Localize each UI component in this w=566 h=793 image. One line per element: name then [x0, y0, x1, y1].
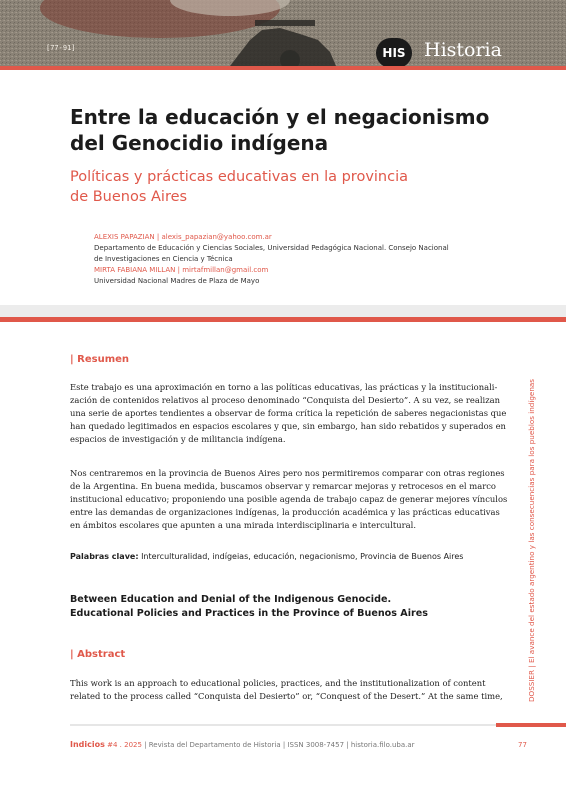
author-name: MIRTA FABIANA MILLAN — [94, 266, 176, 274]
author-affiliation: Departamento de Educación y Ciencias Sociales, Universidad Pedagógica Nacional. Consejo Nacional — [94, 244, 449, 252]
journal-info: | Revista del Departamento de Historia | ISSN 3008-7457 | historia.filo.uba.ar — [141, 741, 415, 749]
text-line: espacios de investigación y de militancia indígena. — [70, 434, 286, 445]
text-line: zación de contenidos relativos al proceso denominado “Conquista del Desierto”. A su vez, se realizan — [70, 395, 501, 406]
abstract-paragraph — [70, 677, 503, 703]
resumen-heading: | Resumen — [70, 354, 130, 365]
author-separator: | — [175, 266, 183, 274]
text-line: institucional educativo; proponiendo una posible agenda de trabajo capaz de generar mejores vínculos — [70, 494, 508, 505]
page-range: [77-91] — [46, 44, 76, 52]
page-number: 77 — [518, 741, 527, 749]
journal-brand: Indicios — [70, 740, 105, 749]
author-email-link[interactable]: alexis_papazian@yahoo.com.ar — [161, 233, 272, 241]
article-subtitle-line-1: Políticas y prácticas educativas en la provincia — [70, 169, 409, 185]
author-name: ALEXIS PAPAZIAN — [94, 233, 155, 241]
english-title — [70, 593, 500, 621]
text-line: una serie de aportes tendientes a observar de forma crítica la repetición de saberes negacionistas que — [70, 408, 507, 419]
journal-issue: #4 . 2025 — [104, 741, 142, 749]
article-subtitle — [70, 167, 470, 207]
author-email-link[interactable]: mirtafmillan@gmail.com — [182, 266, 269, 274]
resumen-paragraph-2 — [70, 467, 508, 532]
his-logo: HIS — [376, 38, 412, 66]
text-line: Nos centraremos en la provincia de Buenos Aires pero nos permitiremos comparar con otras regiones — [70, 468, 505, 478]
text-line: han quedado legitimados en espacios escolares y que, sin embargo, han sido rebatidos y superados en — [70, 421, 506, 432]
article-title-line-1: Entre la educación y el negacionismo — [70, 105, 490, 129]
header-accent-line — [0, 66, 566, 70]
header-banner — [0, 0, 566, 66]
author-affiliation: Universidad Nacional Madres de Plaza de Mayo — [94, 277, 260, 285]
keywords-list: Interculturalidad, indígeias, educación, negacionismo, Provincia de Buenos Aires — [138, 552, 464, 561]
keywords-label: Palabras clave: — [70, 552, 139, 561]
footer — [70, 740, 415, 749]
author-1 — [94, 232, 454, 243]
article-title — [70, 104, 490, 156]
text-line: This work is an approach to educational policies, practices, and the institutionalization of content — [70, 678, 486, 688]
section-name: Historia — [424, 39, 502, 61]
text-line: Este trabajo es una aproximación en torno a las políticas educativas, las prácticas y la institucionali- — [70, 382, 498, 392]
author-affiliation: de Investigaciones en Ciencia y Técnica — [94, 255, 233, 263]
section-divider-red — [0, 317, 566, 322]
keywords — [70, 552, 500, 561]
abstract-heading: | Abstract — [70, 649, 126, 660]
footer-divider — [70, 724, 496, 726]
text-line: de la Argentina. En buena medida, buscamos observar y remarcar mejoras y retrocesos en el marco — [70, 481, 496, 492]
text-line: related to the process called “Conquista del Desierto” or, “Conquest of the Desert.” At the same time, — [70, 691, 503, 702]
article-subtitle-line-2: de Buenos Aires — [70, 189, 188, 205]
resumen-paragraph-1 — [70, 381, 507, 446]
text-line: entre las demandas de organizaciones indígenas, la producción académica y las prácticas educativas — [70, 507, 500, 518]
dossier-side-label: DOSSIER | El avance del estado argentino y las consecuencias para los pueblos indígenas — [527, 378, 536, 702]
text-line: en ámbitos escolares que apunten a una mirada interdisciplinaria e intercultural. — [70, 520, 416, 531]
article-title-line-2: del Genocidio indígena — [70, 131, 329, 155]
english-title-line-1: Between Education and Denial of the Indigenous Genocide. — [70, 594, 392, 605]
section-divider-grey — [0, 305, 566, 317]
author-list — [94, 232, 454, 287]
author-separator: | — [154, 233, 162, 241]
english-title-line-2: Educational Policies and Practices in the Province of Buenos Aires — [70, 608, 428, 619]
footer-accent — [496, 723, 566, 727]
author-2 — [94, 265, 454, 276]
